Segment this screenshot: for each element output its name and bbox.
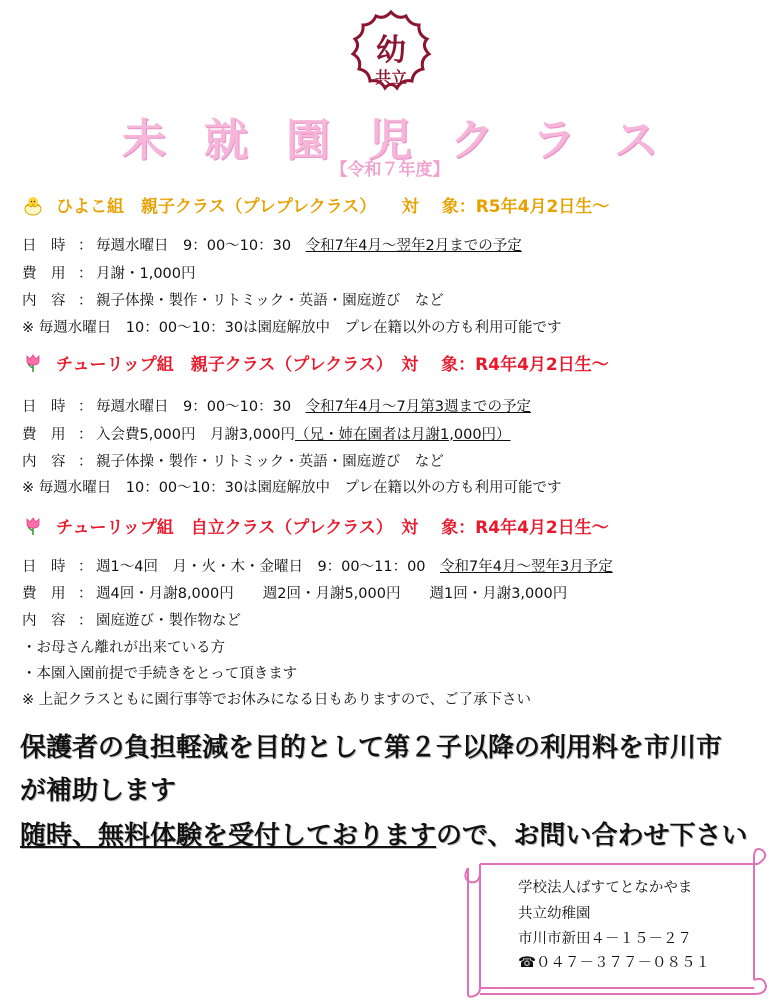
time-period: 令和7年4月～7月第3週までの予定 <box>305 399 531 415</box>
subsidy-notice-line1: 保護者の負担軽減を目的として第２子以降の利用料を市川市 <box>20 733 723 763</box>
time-key: 日 時 <box>22 399 66 415</box>
hiyoko-heading-text: ひよこ組 親子クラス（プレプレクラス） 対 象：R5年4月2日生～ <box>56 197 610 217</box>
requirement-bullet: ・お母さん離れが出来ている方 <box>22 640 225 656</box>
tulip-parent-note: ※ 毎週水曜日 10：00～10：30は園庭解放中 プレ在籍以外の方も利用可能です <box>22 480 562 496</box>
content-key: 内 容 <box>22 293 66 309</box>
tulip-independent-fee-row: 費 用 ： 週4回・月謝8,000円 週2回・月謝5,000円 週1回・月謝3,000円 <box>22 582 567 603</box>
trial-notice-underlined: 随時、無料体験を受付しております <box>20 821 437 851</box>
tulip-parent-time-row: 日 時 ： 毎週水曜日 9：00～10：30 令和7年4月～7月第3週までの予定 <box>22 395 531 416</box>
hiyoko-class-heading <box>22 192 609 217</box>
tulip-independent-heading-text: チューリップ組 自立クラス（プレクラス） 対 象：R4年4月2日生～ <box>56 518 609 538</box>
scroll-frame <box>458 848 776 998</box>
school-name: 共立幼稚園 <box>518 906 591 922</box>
fee-value: 週4回・月謝8,000円 週2回・月謝5,000円 週1回・月謝3,000円 <box>96 586 568 602</box>
content-value: 親子体操・製作・リトミック・英語・園庭遊び など <box>96 454 444 470</box>
tulip-parent-fee-row: 費 用 ： 入会費5,000円 月謝3,000円（兄・姉在園者は月謝1,000円） <box>22 423 511 444</box>
time-value: 毎週水曜日 9：00～10：30 <box>96 399 306 415</box>
fiscal-year-label: 【令和７年度】 <box>330 160 450 180</box>
tulip-parent-heading-text: チューリップ組 親子クラス（プレクラス） 対 象：R4年4月2日生～ <box>56 355 609 375</box>
tulip-icon <box>22 352 44 374</box>
logo-main-char: 幼 <box>376 33 406 68</box>
school-address: 市川市新田４－１５－２７ <box>518 931 692 947</box>
title-char: ク <box>450 115 494 166</box>
time-period: 令和7年4月～翌年2月までの予定 <box>305 238 522 254</box>
fee-value: 入会費5,000円 月謝3,000円 <box>96 427 296 443</box>
hiyoko-time-row: 日 時 ： 毎週水曜日 9：00～10：30 令和7年4月～翌年2月までの予定 <box>22 234 522 255</box>
tulip-independent-content-row: 内 容 ： 園庭遊び・製作物など <box>22 609 241 630</box>
subsidy-notice-line2: が補助します <box>20 776 177 806</box>
fee-key: 費 用 <box>22 586 66 602</box>
tulip-icon <box>22 515 44 537</box>
hiyoko-fee-row: 費 用 ： 月謝・1,000円 <box>22 262 196 283</box>
title-char: 児 <box>368 115 412 166</box>
trial-notice <box>20 815 748 852</box>
content-value: 親子体操・製作・リトミック・英語・園庭遊び など <box>96 293 444 309</box>
tulip-independent-time-row: 日 時 ： 週1～4回 月・火・木・金曜日 9：00～11：00 令和7年4月～翌年3月予定 <box>22 555 613 576</box>
fee-sibling-note: （兄・姉在園者は月謝1,000円） <box>295 427 511 443</box>
content-key: 内 容 <box>22 454 66 470</box>
logo-sub-text: 共立 <box>374 68 408 87</box>
time-period: 令和7年4月～翌年3月予定 <box>440 559 613 575</box>
fee-value: 月謝・1,000円 <box>96 266 196 282</box>
tulip-parent-class-heading <box>22 350 609 375</box>
time-key: 日 時 <box>22 238 66 254</box>
hiyoko-note: ※ 毎週水曜日 10：00～10：30は園庭解放中 プレ在籍以外の方も利用可能です <box>22 320 562 336</box>
hiyoko-content-row: 内 容 ： 親子体操・製作・リトミック・英語・園庭遊び など <box>22 289 444 310</box>
title-char: 未 <box>122 115 166 166</box>
content-value: 園庭遊び・製作物など <box>96 613 241 629</box>
phone-number: ☎０４７－３７７－０８５１ <box>518 955 711 971</box>
fee-key: 費 用 <box>22 266 66 282</box>
requirement-bullet: ・本園入園前提で手続きをとって頂きます <box>22 666 298 682</box>
tulip-independent-class-heading <box>22 513 609 538</box>
tulip-parent-content-row: 内 容 ： 親子体操・製作・リトミック・英語・園庭遊び など <box>22 450 444 471</box>
holiday-note: ※ 上記クラスともに園行事等でお休みになる日もありますので、ご了承下さい <box>22 692 532 708</box>
title-char: ラ <box>532 115 576 166</box>
corporation-name: 学校法人ばすてとなかやま <box>518 880 693 896</box>
chick-icon <box>22 194 44 216</box>
time-key: 日 時 <box>22 559 66 575</box>
school-emblem-logo <box>346 8 436 98</box>
title-char: 園 <box>286 115 330 166</box>
trial-notice-rest: ので、お問い合わせ下さい <box>436 821 748 851</box>
content-key: 内 容 <box>22 613 66 629</box>
title-char: ス <box>614 115 658 166</box>
time-value: 毎週水曜日 9：00～10：30 <box>96 238 306 254</box>
fee-key: 費 用 <box>22 427 66 443</box>
title-char: 就 <box>204 115 248 166</box>
time-value: 週1～4回 月・火・木・金曜日 9：00～11：00 <box>96 559 441 575</box>
